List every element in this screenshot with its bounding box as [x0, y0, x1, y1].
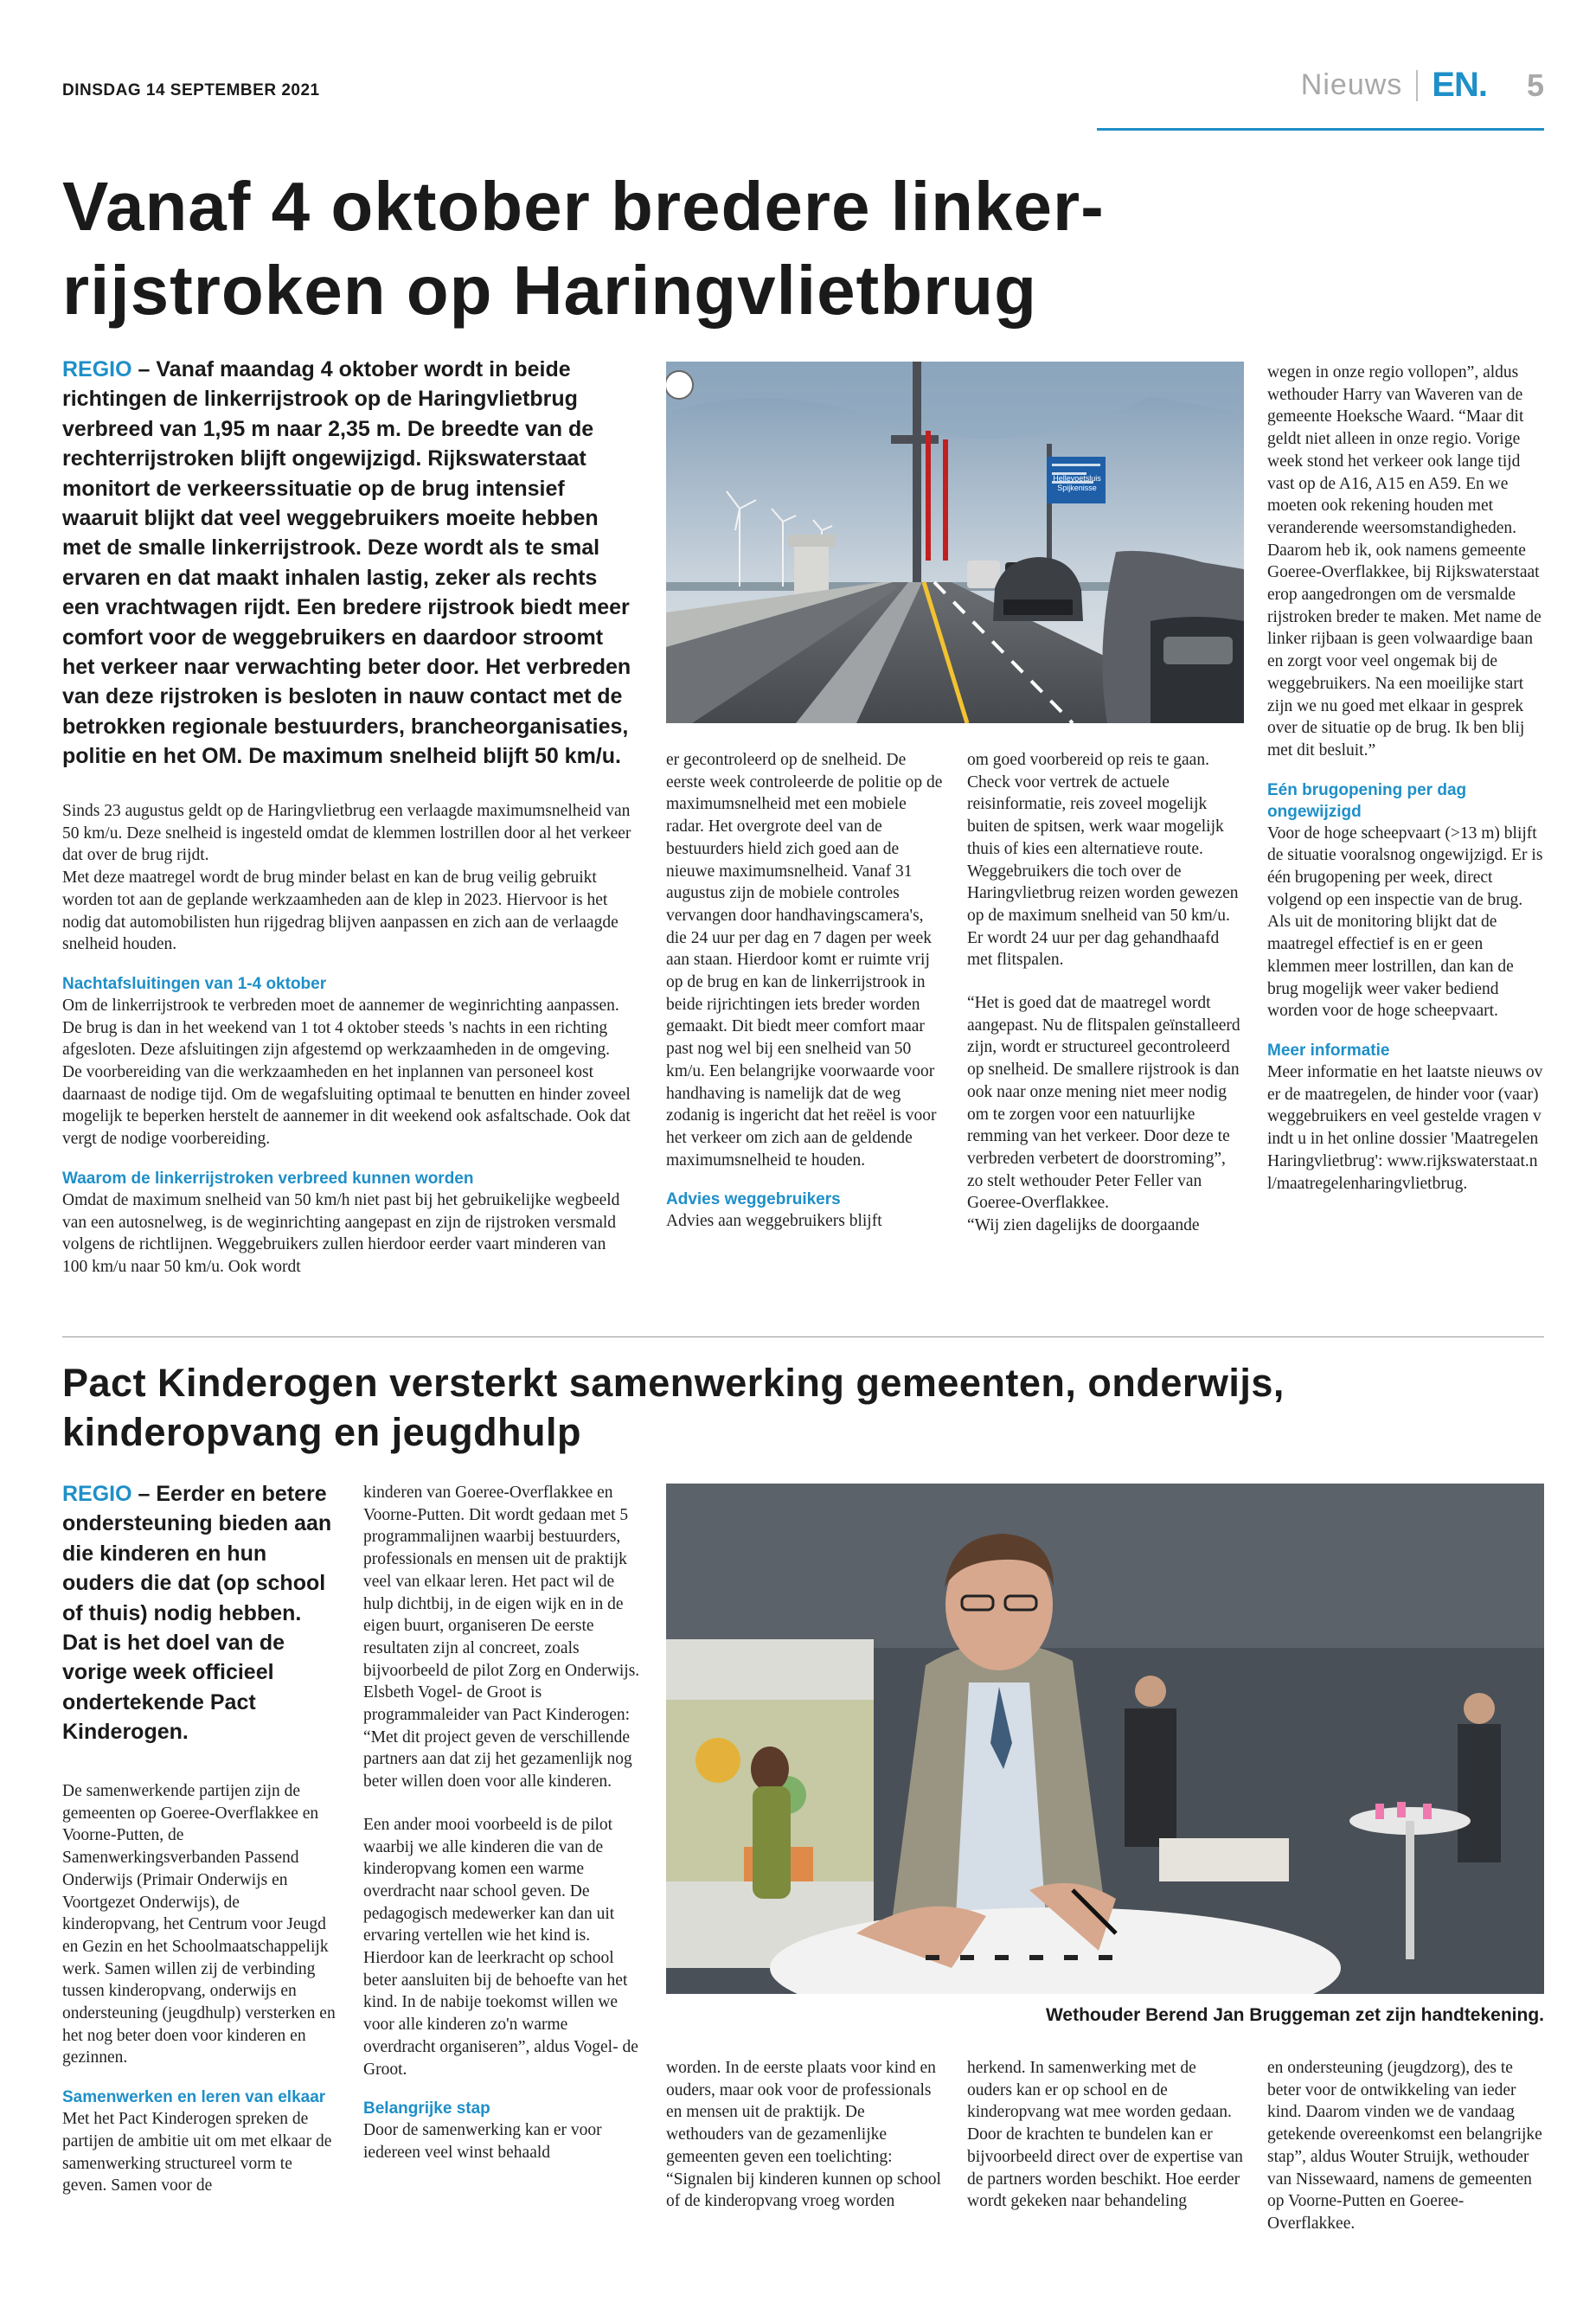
- article-1-column-4: [1267, 362, 1544, 1195]
- article-1-column-1: [62, 800, 633, 1279]
- article-2-column-2: [363, 1482, 640, 2164]
- paragraph: er gecontroleerd op de snelheid. De eerste week controleerde de politie op de maximumsnelheid met een mobiele radar. Het overgrote deel van de bestuurders hield zich goed aan de nieuwe maximumsnelheid. Vanaf 31 augustus zijn de mobiele controles vervangen door handhavingscamera's, die 24 uur per dag en 7 dagen per week aan staan. Hierdoor komt er ruimte vrij op de brug en kan de linkerrijstrook in beide rijrichtingen iets breder worden gemaakt. Dit biedt meer comfort maar past nog wel bij een snelheid van 50 km/u. Een belangrijke voorwaarde voor handhaving is namelijk dat de weg zodanig is ingericht dat het reëel is voor het verkeer om zich aan de geldende maximumsnelheid te houden.: [666, 751, 943, 1170]
- page-header-brand: [1301, 66, 1544, 105]
- subheading: Waarom de linkerrijstroken verbreed kunnen worden: [62, 1169, 474, 1188]
- paragraph: Om de linkerrijstrook te verbreden moet de aannemer de weginrichting aanpassen. De brug is dan in het weekend van 1 tot 4 oktober steeds 's nachts in een richting afgesloten. Deze afsluitingen zijn afgestemd op werkzaamheden in de omgeving. De voorbereiding van die werkzaamheden en het inplannen van personeel kost daarnaast de nodige tijd. Om de wegafsluiting optimaal te benutten en hinder zoveel mogelijk te beperken herstelt de aannemer in dit weekend ook asfaltschade. Ook dat vergt de nodige voorbereiding.: [62, 996, 631, 1149]
- newspaper-logo: EN.: [1432, 66, 1487, 104]
- header-rule: [1097, 128, 1544, 131]
- paragraph: “Het is goed dat de maatregel wordt aangepast. Nu de flitspalen geïnstalleerd zijn, wordt er structureel gecontroleerd op snelheid. De smallere rijstrook is dan ook naar onze mening niet meer nodig om te zorgen voor een natuurlijke remming van het verkeer. Door deze te verbreden verbetert de doorstroming”, zo stelt wethouder Peter Feller van Goeree-Overflakkee.: [967, 994, 1240, 1213]
- paragraph: “Wij zien dagelijks de doorgaande: [967, 1216, 1200, 1235]
- paragraph: Advies aan weggebruikers blijft: [666, 1212, 882, 1231]
- bridge-photo-illustration: [666, 362, 1244, 723]
- photo-caption: Wethouder Berend Jan Bruggeman zet zijn handtekening.: [1045, 2005, 1544, 2025]
- paragraph: Door de samenwerking kan er voor iedereen veel winst behaald: [363, 2121, 602, 2162]
- article-1-lead-text: – Vanaf maandag 4 oktober wordt in beide richtingen de linkerrijstrook op de Haringvlietbrug verbreed van 1,95 m naar 2,35 m. De breedte van de rechterrijstroken blijft ongewijzigd. Rijkswaterstaat monitort de verkeerssituatie op de brug intensief waaruit blijkt dat veel weggebruikers moeite hebben met de smalle linkerrijstrook. Deze wordt als te smal ervaren en dat maakt inhalen lastig, zeker als rechts een vrachtwagen rijdt. Een bredere rijstrook biedt meer comfort voor de weggebruikers en daardoor stroomt het verkeer naar verwachting beter door. Het verbreden van deze rijstroken is besloten in nauw contact met de betrokken regionale bestuurders, brancheorganisaties, politie en het OM. De maximum snelheid blijft 50 km/u.: [62, 357, 631, 769]
- paragraph: Sinds 23 augustus geldt op de Haringvlietbrug een verlaagde maximumsnelheid van 50 km/u. Deze snelheid is ingesteld omdat de klemmen lostrillen door al het verkeer dat over de brug rijdt.: [62, 802, 631, 865]
- paragraph: kinderen van Goeree-Overflakkee en Voorne-Putten. Dit wordt gedaan met 5 programmalijnen waarbij bestuurders, professionals en mensen uit de praktijk veel van elkaar leren. Het pact wil de hulp dichtbij, in de eigen wijk en in de eigen buurt, organiseren De eerste resultaten zijn al concreet, zoals bijvoorbeeld de pilot Zorg en Onderwijs. Elsbeth Vogel- de Groot is programmaleider van Pact Kinderogen: “Met dit project geven de verschillende partners aan dat zij het gezamenlijk nog beter willen doen voor alle kinderen.: [363, 1484, 640, 1791]
- paragraph: De samenwerkende partijen zijn de gemeenten op Goeree-Overflakkee en Voorne-Putten, de Samenwerkingsverbanden Passend Onderwijs (Primair Onderwijs en Voortgezet Onderwijs), de kinderopvang, het Centrum voor Jeugd en Gezin en het Schoolmaatschappelijk werk. Samen willen zij de verbinding tussen kinderopvang, onderwijs en ondersteuning (jeugdhulp) versterken en het nog beter doen voor kinderen en gezinnen.: [62, 1782, 336, 2067]
- paragraph: Met het Pact Kinderogen spreken de partijen de ambitie uit om met elkaar de samenwerking structureel vorm te geven. Samen voor de: [62, 2110, 332, 2195]
- paragraph: herkend. In samenwerking met de ouders kan er op school en de kinderopvang wat mee worden gedaan. Door de krachten te bundelen kan er bijvoorbeeld direct over de expertise van de partners worden beschikt. Hoe eerder wordt gekeken naar behandeling: [967, 2059, 1243, 2211]
- article-2-column-1: [62, 1780, 339, 2197]
- article-2-headline: Pact Kinderogen versterkt samenwerking gemeenten, onderwijs, kinderopvang en jeugdhulp: [62, 1361, 1285, 1454]
- road-sign-text: Hellevoetsluis Spijkenisse: [1053, 474, 1101, 492]
- subheading: Meer informatie: [1267, 1041, 1390, 1060]
- paragraph: Een ander mooi voorbeeld is de pilot waarbij we alle kinderen die van de kinderopvang komen een warme overdracht naar school geven. De pedagogisch medewerker kan dan uit ervaring vertellen wie het kind is. Hierdoor kan de leerkracht op school beter aansluiten bij de behoefte van het kind. In de nabije toekomst willen we voor alle kinderen zo'n warme overdracht organiseren”, aldus Vogel- de Groot.: [363, 1815, 638, 2079]
- subheading: Eén brugopening per dag ongewijzigd: [1267, 780, 1467, 821]
- article-1-column-3: [967, 749, 1244, 1237]
- signing-photo: [666, 1484, 1544, 1994]
- signing-photo-illustration: [666, 1484, 1544, 1994]
- page-number: 5: [1526, 67, 1544, 103]
- article-1-column-2: [666, 749, 943, 1233]
- article-2-region-tag: REGIO: [62, 1482, 132, 1506]
- subheading: Nachtafsluitingen van 1-4 oktober: [62, 974, 327, 993]
- paragraph: worden. In de eerste plaats voor kind en ouders, maar ook voor de professionals en mensen uit de praktijk. De wethouders van de gezamenlijke gemeenten geven een toelichting: “Signalen bij kinderen kunnen op school of de kinderopvang vroeg worden: [666, 2059, 941, 2211]
- article-2-lead-text: – Eerder en betere ondersteuning bieden aan die kinderen en hun ouders die dat (op school of thuis) nodig hebben. Dat is het doel van de vorige week officieel ondertekende Pact Kinderogen.: [62, 1482, 332, 1745]
- paragraph: om goed voorbereid op reis te gaan. Check voor vertrek de actuele reisinformatie, reis zoveel mogelijk buiten de spitsen, werk waar mogelijk thuis of kies een alternatieve route. Weggebruikers die toch over de Haringvlietbrug reizen worden gewezen op de maximum snelheid van 50 km/u. Er wordt 24 uur per dag gehandhaafd met flitspalen.: [967, 751, 1239, 970]
- article-2-lead: [62, 1479, 339, 1747]
- header-separator: [1416, 70, 1418, 101]
- article-divider: [62, 1336, 1544, 1337]
- paragraph: wegen in onze regio vollopen”, aldus wethouder Harry van Waveren van de gemeente Hoeksche Waard. “Maar dit geldt niet alleen in onze regio. Vorige week stond het verkeer ook lange tijd vast op de A16, A15 en A59. En we moeten ook rekening houden met veranderende weersomstandigheden. Daarom heb ik, ook namens gemeente Goeree-Overflakkee, bij Rijkswaterstaat erop aangedrongen om de versmalde rijstroken breder te maken. Met name de linker rijbaan is geen volwaardige baan en zorgt voor veel ongemak bij de weggebruikers. Na een moeilijke start zijn we nu goed met elkaar in gesprek over de situatie op de brug. Ik ben blij met dit besluit.”: [1267, 363, 1542, 760]
- subheading: Advies weggebruikers: [666, 1190, 841, 1209]
- paragraph: Meer informatie en het laatste nieuws over de maatregelen, de hinder voor (vaar)weggebruikers en veel gestelde vragen vindt u in het online dossier 'Maatregelen Haringvlietbrug': www.rijkswaterstaat.nl/maatregelenharingvlietbrug.: [1267, 1062, 1543, 1193]
- bridge-photo: [666, 362, 1244, 723]
- article-1-lead: [62, 355, 633, 772]
- subheading: Samenwerken en leren van elkaar: [62, 2088, 326, 2107]
- article-2-column-5: [1267, 2057, 1544, 2235]
- article-1-headline: Vanaf 4 oktober bredere linker-rijstroken op Haringvlietbrug: [62, 168, 1105, 329]
- paragraph: Met deze maatregel wordt de brug minder belast en kan de brug veilig gebruikt worden tot aan de geplande werkzaamheden aan de klep in 2023. Hiervoor is het nodig dat automobilisten hun rijgedrag blijven aanpassen en zich aan de verlaagde snelheid houden.: [62, 868, 619, 954]
- issue-date: DINSDAG 14 SEPTEMBER 2021: [62, 81, 320, 99]
- article-1-region-tag: REGIO: [62, 357, 132, 381]
- paragraph: en ondersteuning (jeugdzorg), des te beter voor de ontwikkeling van ieder kind. Daarom vinden we de vandaag getekende overeenkomst een belangrijke stap”, aldus Wouter Struijk, wethouder van Nissewaard, namens de gemeenten op Voorne-Putten en Goeree-Overflakkee.: [1267, 2059, 1542, 2233]
- article-2-column-4: [967, 2057, 1244, 2213]
- section-label: Nieuws: [1300, 68, 1403, 101]
- article-2-column-3: [666, 2057, 943, 2213]
- paragraph: Omdat de maximum snelheid van 50 km/h niet past bij het gebruikelijke wegbeeld van een autosnelweg, is de weginrichting aangepast en zijn de rijstroken versmald volgens de richtlijnen. Weggebruikers zullen hierdoor eerder vaart minderen van 100 km/u naar 50 km/u. Ook wordt: [62, 1190, 620, 1276]
- subheading: Belangrijke stap: [363, 2099, 490, 2118]
- paragraph: Voor de hoge scheepvaart (>13 m) blijft de situatie vooralsnog ongewijzigd. Er is één brugopening per week, direct volgend op een inspectie van de brug. Als uit de monitoring blijkt dat de maatregel effectief is en er geen klemmen meer lostrillen, dan kan de brug mogelijk weer vaker bediend worden voor de hoge scheepvaart.: [1267, 824, 1543, 1021]
